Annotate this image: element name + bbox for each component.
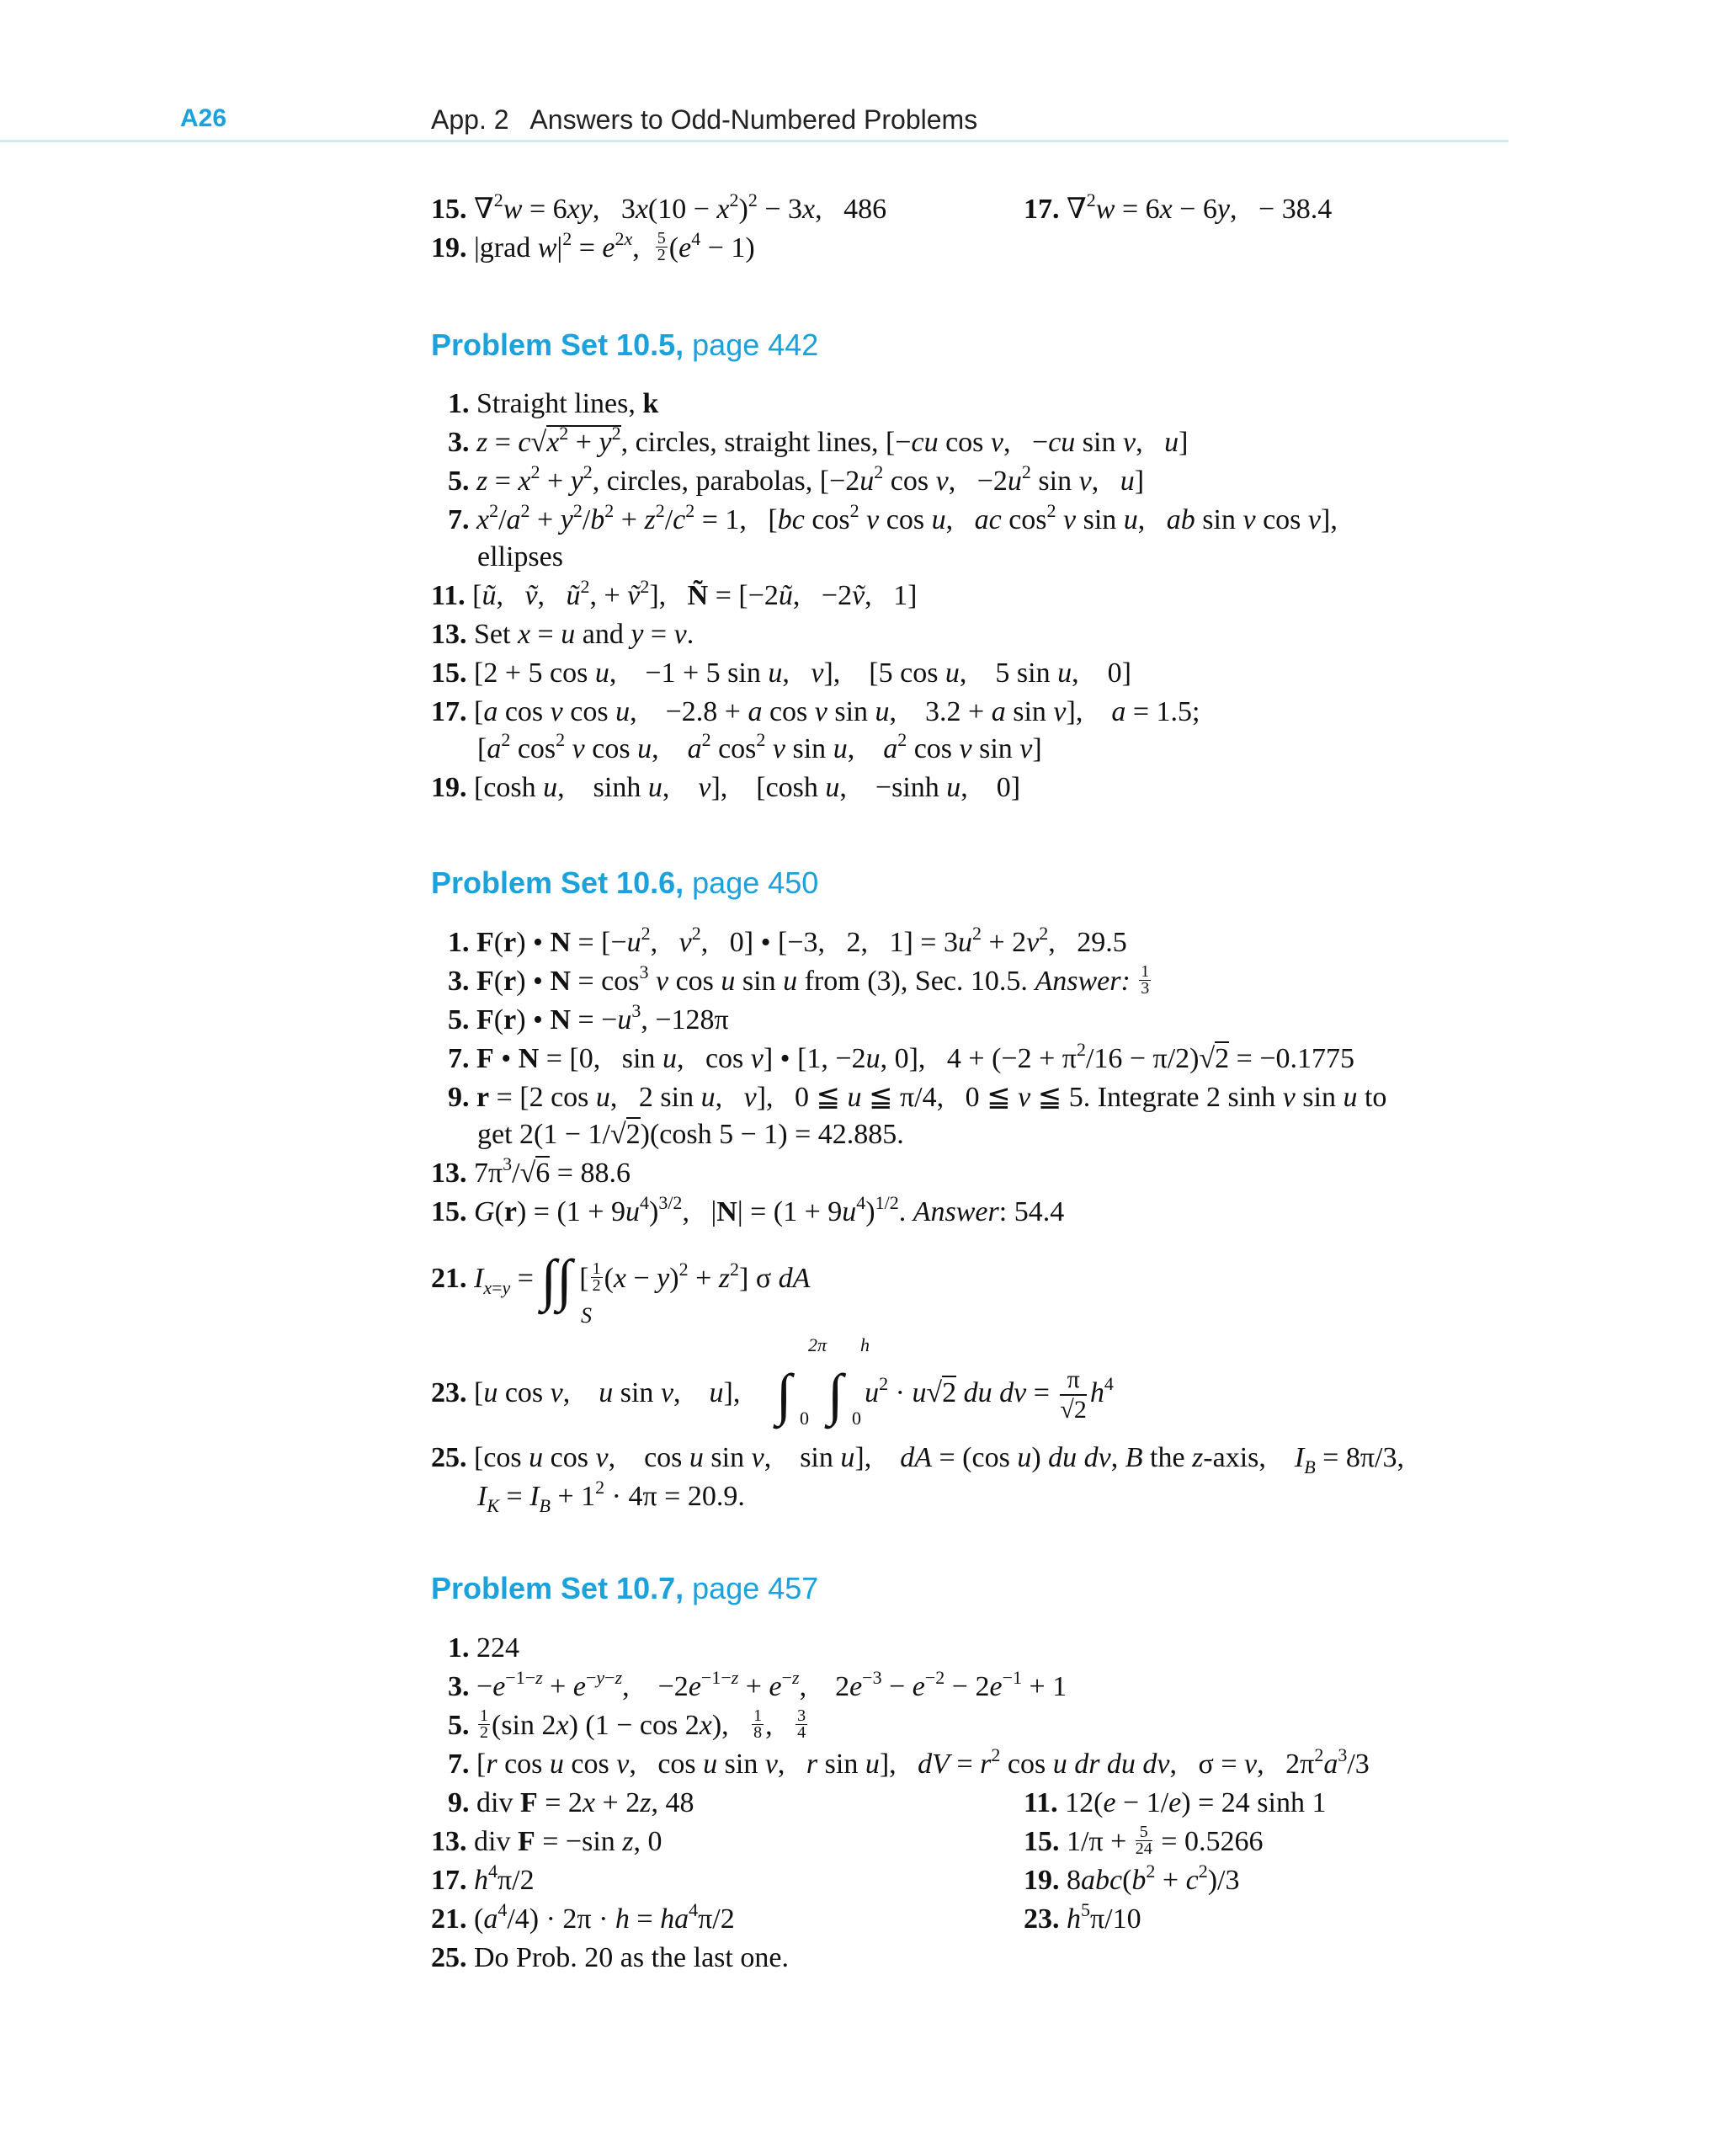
header-rule	[0, 140, 1508, 142]
limit-upper-2pi: 2π	[808, 1334, 827, 1355]
answer-11: 11. [ũ, ṽ, $ũ^2$, + ṽ$^2$], Ñ = [−2ũ, −2ṽ, 1]	[431, 576, 918, 611]
answer-17b-cont: [$a^2$ $\cos^2 v$ cos u, $a^2$ $\cos^2 v$ sin u, $a^2$ cos v sin v]	[477, 729, 1042, 764]
answer-11-107: 11. 12(e − 1/e) = 24 sinh 1	[1024, 1787, 1327, 1818]
answer-1: 1. Straight lines, k	[448, 388, 659, 419]
section-heading-10-7: Problem Set 10.7, page 457	[431, 1571, 819, 1605]
answer-25-106: 25. [cos u cos v, cos u sin v, sin u], dA = (cos u) du dv, B the z-axis, $I_B = 8\pi/3$,	[431, 1442, 1404, 1477]
page-number: A26	[180, 104, 227, 132]
answer-7-cont: ellipses	[477, 541, 563, 572]
section-heading-10-5: Problem Set 10.5, page 442	[431, 327, 819, 362]
answer-21-107: 21. $(a^4/4) \cdot 2\pi \cdot h = ha^4\pi/2$	[431, 1899, 735, 1935]
answer-23-107: 23. $h^5\pi/10$	[1024, 1899, 1141, 1935]
answer-15-107: 15. 1/π + $\frac{5}{24}$ = 0.5266	[1024, 1822, 1264, 1858]
answer-7: 7. $x^2/a^2 + y^2/b^2 + z^2/c^2 = 1$, [bc $\cos^2 v$ cos u, ac $\cos^2 v$ sin u, ab sin v cos v],	[448, 500, 1338, 535]
answer-9-106: 9. r = [2 cos u, 2 sin u, v], 0 ≦ u ≦ π/4, 0 ≦ v ≦ 5. Integrate 2 sinh v sin u to	[448, 1082, 1387, 1113]
answer-15: 15. ∇$^2$w = 6xy, $3x(10 - x^2)^2 - 3x$, 486	[431, 189, 887, 225]
answer-23-106: 23. [u cos v, u sin v, u], ∫ ∫ $u^2 \cdot u√2$ du dv = $\frac{\pi}{√2}$ $h^4$	[431, 1362, 1114, 1426]
answer-3-107: 3. $-e^{-1-z} + e^{-y-z}$, $-2e^{-1-z} + e^{-z}$, $2e^{-3} - e^{-2} - 2e^{-1} + 1$	[448, 1667, 1067, 1702]
answer-3: 3. $z = c√x^2 + y^2$, circles, straight lines, [−cu cos v, −cu sin v, u]	[448, 423, 1189, 458]
answer-5-107: 5. $\frac{1}{2}$ (sin 2x) (1 − cos 2x), $\frac{1}{8}$ , $\frac{3}{4}$	[448, 1706, 806, 1742]
answer-15-106: 15. $G(r) = (1 + 9u^4)^{3/2}$, $|N| = (1 + 9u^4)^{1/2}$. Answer: 54.4	[431, 1192, 1065, 1227]
answer-1-107: 1. 224	[448, 1632, 519, 1664]
answer-9-107: 9. div F = 2x + 2z, 48	[448, 1787, 694, 1818]
limit-upper-h: h	[860, 1334, 870, 1355]
limit-lower-0b: 0	[852, 1408, 861, 1429]
answer-13: 13. Set x = u and y = v.	[431, 619, 694, 650]
answer-1-106: 1. F(r) • $N = [-u^2$, $v^2$, 0] • [−3, 2, $1] = 3u^2 + 2v^2$, 29.5	[448, 923, 1127, 958]
answer-19-107: 19. $8abc(b^2 + c^2)/3$	[1024, 1861, 1240, 1896]
answer-15b: 15. [2 + 5 cos u, −1 + 5 sin u, v], [5 cos u, 5 sin u, 0]	[431, 657, 1131, 689]
running-head: App. 2 Answers to Odd-Numbered Problems	[431, 104, 978, 135]
answer-5: 5. $z = x^2 + y^2$, circles, parabolas, [$-2u^2$ cos v, $-2u^2$ sin v, u]	[448, 461, 1145, 497]
answer-17b: 17. [a cos v cos u, −2.8 + a cos v sin u, 3.2 + a sin v], a = 1.5;	[431, 696, 1200, 727]
answer-25-106-cont: $I_K = I_B + 1^2 \cdot 4\pi = 20.9$.	[477, 1477, 745, 1516]
answer-3-106: 3. F(r) • $N = \cos^3 v$ cos u sin u from (3), Sec. 10.5. Answer: $\frac{1}{3}$	[448, 961, 1150, 998]
answer-21-106: 21. $I_{x=y}$ = ∫∫ [ $\frac{1}{2}$ $(x - y)^2 + z^2$] σ dA	[431, 1248, 811, 1312]
answer-25-107: 25. Do Prob. 20 as the last one.	[431, 1942, 789, 1973]
answer-13-106: 13. $7\pi^3/√6 = 88.6$	[431, 1153, 631, 1189]
section-heading-10-6: Problem Set 10.6, page 450	[431, 865, 819, 900]
answer-19b: 19. [cosh u, sinh u, v], [cosh u, −sinh u, 0]	[431, 772, 1021, 803]
answer-19: 19. |grad $w|^2 = e^{2x}$, $\frac{5}{2}$ $(e^4 - 1)$	[431, 228, 755, 264]
answer-7-107: 7. [r cos u cos v, cos u sin v, r sin u], dV = $r^2$ cos u dr du dv, σ = v, $2\pi^2a^3/3$	[448, 1744, 1370, 1780]
answer-7-106: 7. F • N = [0, sin u, cos v] • [1, −2u, 0], $4 + (-2 + \pi^2/16 - \pi/2)√2 = -0.1775$	[448, 1039, 1355, 1074]
answer-17-107: 17. $h^4\pi/2$	[431, 1861, 535, 1896]
answer-9-106-cont: get 2(1 − 1/√2)(cosh 5 − 1) = 42.885.	[477, 1119, 904, 1150]
answer-5-106: 5. F(r) • $N = -u^3$, −128π	[448, 1000, 729, 1035]
answer-13-107: 13. div F = −sin z, 0	[431, 1826, 662, 1857]
integral-domain-s: S	[581, 1303, 592, 1328]
limit-lower-0a: 0	[800, 1408, 809, 1429]
answer-17: 17. ∇$^2$w = 6x − 6y, − 38.4	[1024, 189, 1333, 225]
